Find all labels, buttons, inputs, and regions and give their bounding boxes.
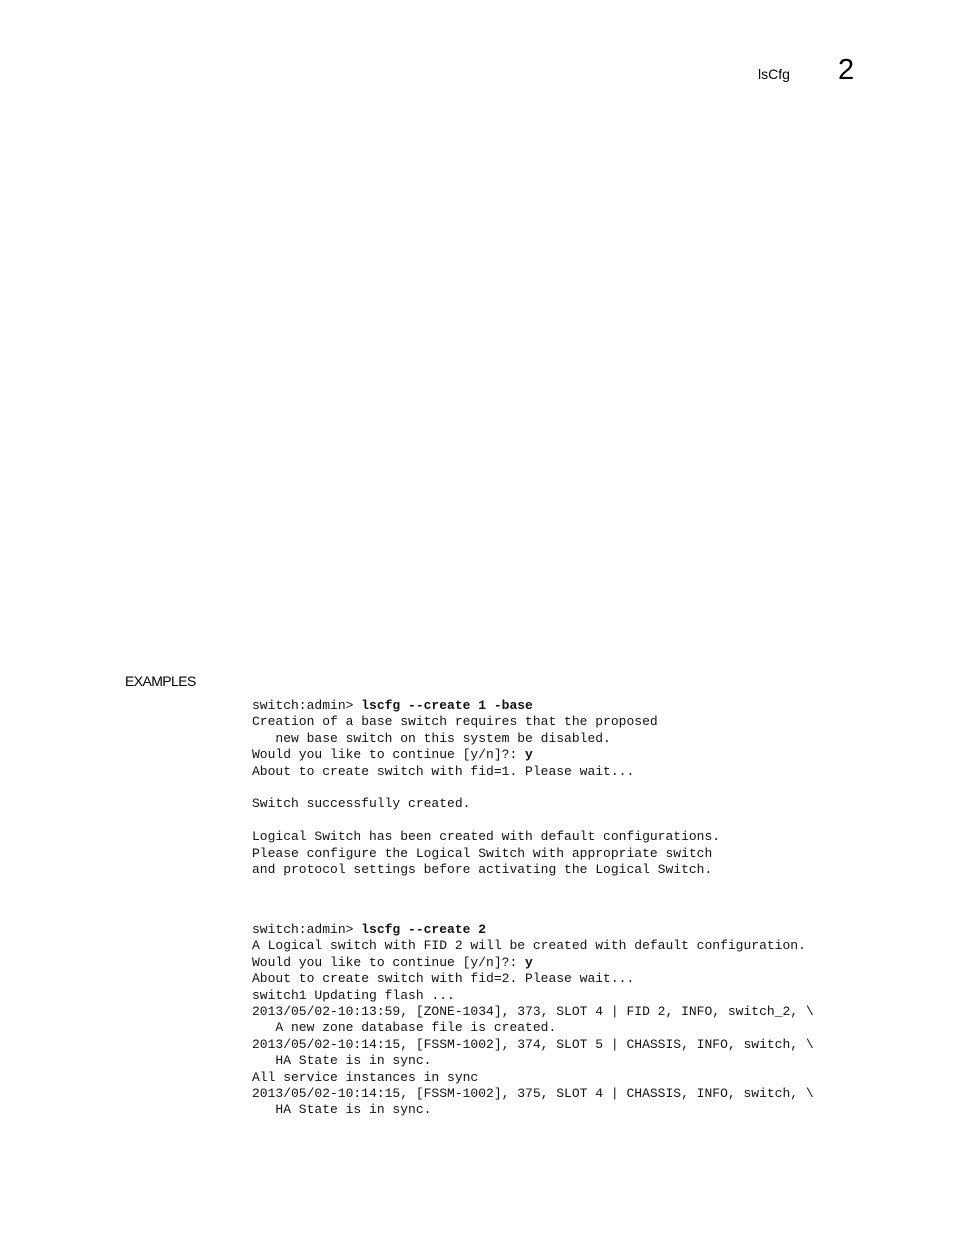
output-line: and protocol settings before activating the Logical Switch.	[252, 861, 713, 877]
output-line: A Logical switch with FID 2 will be created with default configuration.	[252, 938, 806, 954]
command: lscfg --create 2	[361, 922, 487, 937]
output-line: A new zone database file is created.	[252, 1020, 557, 1036]
chapter-number: 2	[838, 54, 855, 86]
output-line: Logical Switch has been created with default configurations.	[252, 829, 721, 845]
output-line: All service instances in sync	[252, 1069, 479, 1085]
prompt: switch:admin>	[252, 922, 362, 937]
continue-line	[252, 955, 814, 971]
answer: y	[525, 954, 533, 970]
output-line: 2013/05/02-10:14:15, [FSSM-1002], 374, SLOT 5 | CHASSIS, INFO, switch, \	[252, 1036, 814, 1052]
answer: y	[525, 747, 533, 763]
prompt: switch:admin>	[252, 698, 362, 713]
output-line: Please configure the Logical Switch with appropriate switch	[252, 845, 713, 861]
output-line: 2013/05/02-10:14:15, [FSSM-1002], 375, SLOT 4 | CHASSIS, INFO, switch, \	[252, 1085, 814, 1101]
command: lscfg --create 1 -base	[361, 698, 533, 713]
output-line	[252, 813, 720, 829]
output-line: HA State is in sync.	[252, 1053, 432, 1069]
continue-prompt: Would you like to continue [y/n]?:	[252, 954, 526, 970]
output-line: About to create switch with fid=1. Please wait...	[252, 763, 635, 779]
output-line: About to create switch with fid=2. Please wait...	[252, 971, 635, 987]
code-example-2	[252, 922, 814, 1119]
command-line	[252, 922, 814, 938]
output-line	[252, 780, 720, 796]
running-header-title: lsCfg	[758, 66, 790, 82]
continue-prompt: Would you like to continue [y/n]?:	[252, 747, 526, 763]
code-example-1	[252, 698, 720, 878]
output-line: new base switch on this system be disabled.	[252, 730, 611, 746]
output-line: 2013/05/02-10:13:59, [ZONE-1034], 373, SLOT 4 | FID 2, INFO, switch_2, \	[252, 1003, 814, 1019]
output-line: switch1 Updating flash ...	[252, 987, 455, 1003]
section-heading-examples: EXAMPLES	[125, 673, 196, 689]
output-line: Switch successfully created.	[252, 796, 471, 812]
output-line: HA State is in sync.	[252, 1102, 432, 1118]
command-line	[252, 698, 720, 714]
continue-line	[252, 747, 720, 763]
output-line: Creation of a base switch requires that the proposed	[252, 714, 658, 730]
